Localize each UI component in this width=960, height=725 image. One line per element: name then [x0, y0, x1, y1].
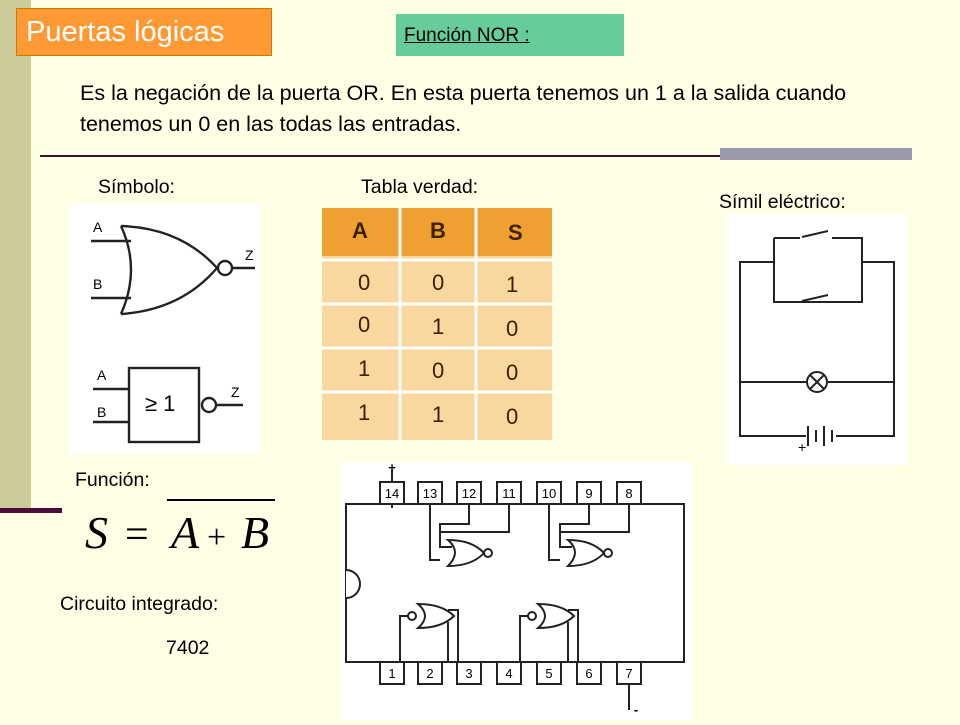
electric-circuit	[728, 214, 908, 465]
ic-pin-1: 1	[388, 666, 396, 681]
formula-plus: +	[207, 519, 227, 556]
ic-pin-14: 14	[384, 486, 400, 501]
th-s: S	[508, 220, 523, 245]
symbol-pin-z-2: Z	[231, 384, 240, 400]
cell-r1-b: 0	[432, 270, 445, 295]
ic-pin-2: 2	[426, 666, 434, 681]
nor-gate-symbols	[69, 204, 260, 454]
ic-pin-10: 10	[541, 486, 557, 501]
description-text: Es la negación de la puerta OR. En esta puerta tenemos un 1 a la salida cuando tenemos un 0 en las todas las entradas.	[80, 81, 847, 136]
ic-pin-7: 7	[625, 666, 633, 681]
symbol-pin-a-1: A	[93, 219, 103, 235]
electric-circuit-panel	[728, 214, 908, 465]
symbol-pin-z-1: Z	[245, 247, 254, 263]
ic-pin-6: 6	[585, 666, 593, 681]
truth-table-graphic	[322, 208, 552, 440]
cell-r1-a: 0	[358, 270, 371, 295]
cell-r2-s: 0	[506, 316, 519, 341]
truth-table-label: Tabla verdad:	[361, 176, 479, 198]
ic-pin-3: 3	[465, 666, 473, 681]
cell-r1-s: 1	[506, 272, 519, 297]
ic-gnd-minus: -	[633, 702, 639, 717]
ic-pin-5: 5	[545, 666, 553, 681]
formula-b: B	[241, 507, 270, 558]
cell-r4-s: 0	[506, 404, 519, 429]
truth-table	[322, 208, 552, 440]
symbol-pin-a-2: A	[97, 367, 107, 383]
nor-symbol-panel	[69, 204, 260, 454]
formula-equals: =	[125, 512, 149, 558]
electric-label: Símil eléctrico:	[719, 191, 846, 213]
ic-pin-9: 9	[585, 486, 593, 501]
symbol-pin-b-2: B	[97, 404, 107, 420]
symbol-pin-b-1: B	[93, 276, 103, 292]
divider-accent	[720, 148, 912, 160]
ic-7402-diagram	[340, 462, 692, 720]
side-bar	[0, 0, 28, 510]
formula-graphic	[85, 498, 285, 568]
cell-r2-a: 0	[358, 312, 371, 337]
side-bar-underline	[0, 508, 62, 513]
side-bar-edge	[28, 0, 31, 510]
ic-pin-11: 11	[502, 486, 516, 501]
th-a: A	[352, 218, 368, 243]
cell-r4-a: 1	[358, 400, 371, 425]
formula-a: A	[171, 507, 200, 558]
iec-ge1-text: ≥ 1	[145, 391, 176, 416]
battery-plus: +	[798, 439, 807, 455]
nor-formula	[85, 498, 285, 568]
slide-title: Puertas lógicas	[26, 16, 225, 48]
symbol-label: Símbolo:	[98, 176, 175, 198]
ic-pin-4: 4	[505, 666, 513, 681]
ic-7402-panel	[340, 462, 692, 720]
slide-subtitle: Función NOR :	[404, 25, 530, 46]
formula-s: S	[85, 507, 108, 558]
cell-r4-b: 1	[432, 402, 445, 427]
ic-pin-8: 8	[625, 486, 633, 501]
function-label: Función:	[75, 469, 150, 491]
ic-label: Circuito integrado:	[60, 593, 219, 615]
cell-r3-b: 0	[432, 358, 445, 383]
ic-pin-13: 13	[422, 486, 438, 501]
ic-vcc-plus: +	[388, 462, 396, 475]
th-b: B	[430, 218, 446, 243]
ic-number: 7402	[166, 637, 210, 659]
cell-r3-a: 1	[358, 356, 371, 381]
ic-pin-12: 12	[461, 486, 477, 501]
cell-r2-b: 1	[432, 314, 445, 339]
cell-r3-s: 0	[506, 360, 519, 385]
